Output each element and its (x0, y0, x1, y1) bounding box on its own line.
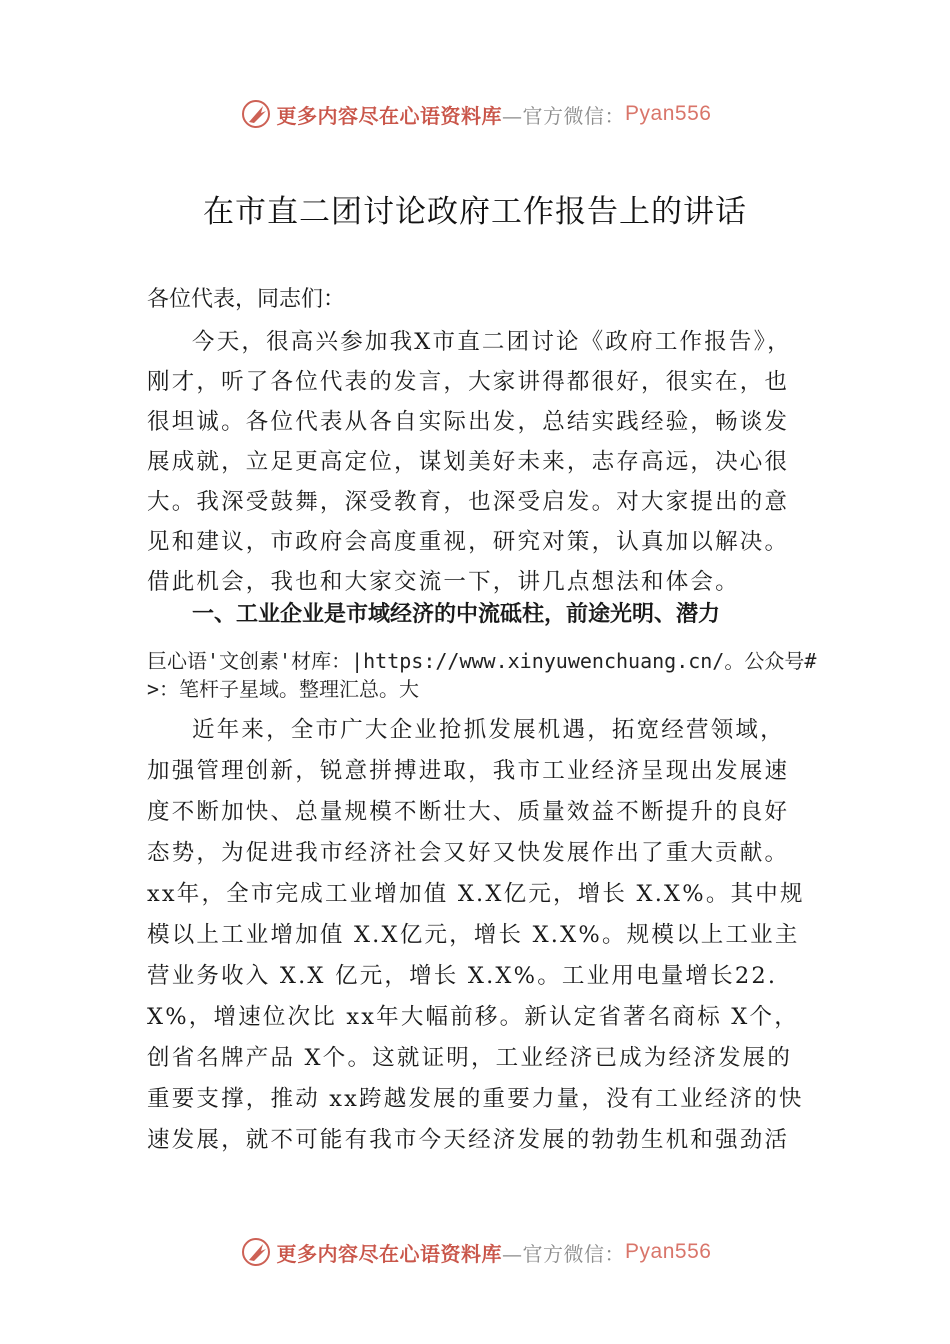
watermark-account: Pyan556 (625, 1240, 712, 1263)
inserted-source-line: 巨心语'文创素'材库：|https://www.xinyuwenchuang.cn/。公众号#>：笔杆子星域。整理汇总。大 (147, 649, 817, 701)
watermark-wechat-label: —官方微信： (502, 103, 626, 128)
quill-logo-icon (239, 1235, 273, 1269)
header-watermark (0, 94, 950, 134)
paragraph-industry: 近年来，全市广大企业抢抓发展机遇，拓宽经营领域，加强管理创新，锐意拼搏进取，我市工业经济呈现出发展速度不断加快、总量规模不断壮大、质量效益不断提升的良好态势，为促进我市经济社会又好又快发展作出了重大贡献。 xx年，全市完成工业增加值 X.X亿元，增长 X.X%。其中规模以上工业增加值 X.X亿元，增长 X.X%。规模以上工业主营业务收入 X.X 亿元，增长 X.X%。工业用电量增长22.X%，增速位次比 xx年大幅前移。新认定省著名商标 X个，创省名牌产品 X个。这就证明，工业经济已成为经济发展的重要支撑，推动 xx跨越发展的重要力量，没有工业经济的快速发展，就不可能有我市今天经济发展的勃勃生机和强劲活 (147, 717, 805, 1153)
section-heading-1: 一、工业企业是市域经济的中流砥柱，前途光明、潜力 (192, 602, 721, 627)
watermark-brand: 更多内容尽在心语资料库 (276, 103, 503, 128)
watermark-account: Pyan556 (625, 102, 712, 125)
document-title: 在市直二团讨论政府工作报告上的讲话 (203, 194, 747, 230)
greeting: 各位代表，同志们： (147, 287, 346, 312)
paragraph-intro: 今天，很高兴参加我X市直二团讨论《政府工作报告》，刚才，听了各位代表的发言，大家讲得都很好，很实在，也很坦诚。各位代表从各自实际出发，总结实践经验，畅谈发展成就，立足更高定位，谋划美好未来，志存高远，决心很大。我深受鼓舞，深受教育，也深受启发。对大家提出的意见和建议，市政府会高度重视，研究对策，认真加以解决。 借此机会，我也和大家交流一下，讲几点想法和体会。 (147, 329, 792, 595)
quill-logo-icon (239, 97, 273, 131)
watermark-brand: 更多内容尽在心语资料库 (276, 1241, 503, 1266)
footer-watermark (0, 1232, 950, 1272)
watermark-wechat-label: —官方微信： (502, 1241, 626, 1266)
